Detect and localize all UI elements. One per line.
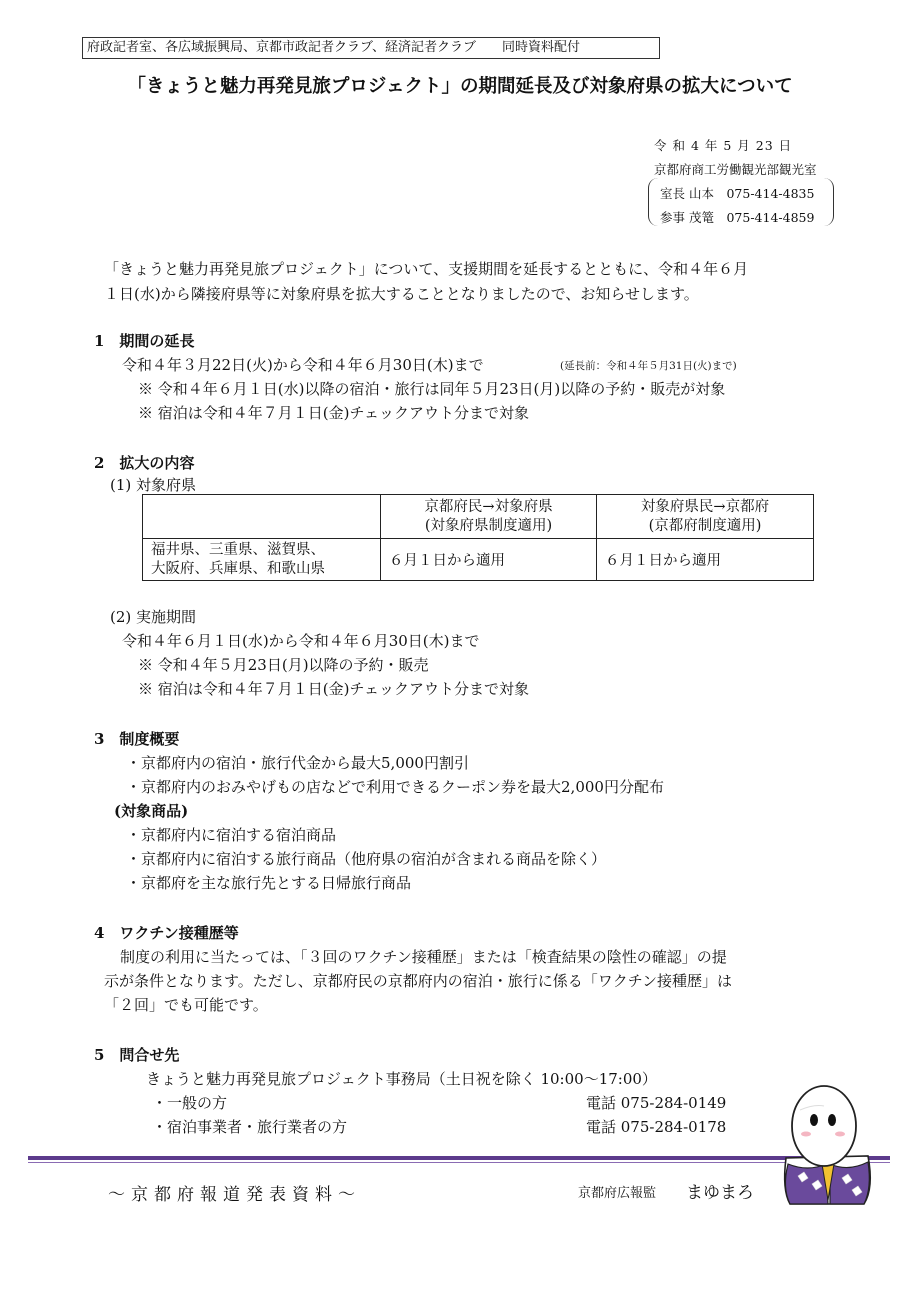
table-header-text: 京都府民→対象府県: [424, 498, 553, 515]
footer-mascot-name: まゆまろ: [686, 1183, 754, 1203]
extension-period: 令和４年３月22日(火)から令和４年６月30日(木)まで: [122, 356, 484, 374]
vaccination-text-line: 「２回」でも可能です。: [104, 996, 268, 1014]
overview-item: ・京都府内の宿泊・旅行代金から最大5,000円割引: [126, 754, 469, 772]
table-row-label: [143, 539, 381, 581]
mayumaro-mascot-illustration: [768, 1080, 888, 1210]
extension-previous-note: (延長前：令和４年５月31日(火)まで): [560, 360, 737, 372]
footer-divider-thin: [28, 1162, 890, 1163]
intro-paragraph-line: １日(水)から隣接府県等に対象府県を拡大することとなりましたので、お知らせします。: [104, 285, 699, 303]
footer-divider: [28, 1156, 890, 1160]
contact-brace-right: [823, 178, 834, 226]
implementation-note: ※ 宿泊は令和４年７月１日(金)チェックアウト分まで対象: [138, 680, 530, 698]
footer-press-release-label: ～京都府報道発表資料～: [108, 1185, 361, 1205]
page-title: 「きょうと魅力再発見旅プロジェクト」の期間延長及び対象府県の拡大について: [127, 76, 793, 97]
subsection-target-prefectures: (1) 対象府県: [110, 476, 197, 494]
extension-note: ※ 令和４年６月１日(水)以降の宿泊・旅行は同年５月23日(月)以降の予約・販売が対象: [138, 380, 726, 398]
section-heading-overview: 3 制度概要: [94, 730, 180, 748]
table-empty-header: [143, 495, 381, 539]
contact-line: 室長 山本 075-414-4835: [660, 186, 815, 201]
extension-note: ※ 宿泊は令和４年７月１日(金)チェックアウト分まで対象: [138, 404, 530, 422]
inquiry-office: きょうと魅力再発見旅プロジェクト事務局（土日祝を除く 10:00～17:00）: [146, 1070, 657, 1088]
table-header-text: 対象府県民→京都府: [640, 498, 770, 515]
table-header-residents-to-targets: [381, 495, 597, 539]
contact-brace-left: [648, 178, 659, 226]
intro-paragraph-line: 「きょうと魅力再発見旅プロジェクト」について、支援期間を延長するとともに、令和４年６月: [104, 260, 749, 278]
table-header-targets-to-kyoto: [597, 495, 814, 539]
table-cell-text: 大阪府、兵庫県、和歌山県: [151, 560, 325, 577]
vaccination-text-line: 制度の利用に当たっては、「３回のワクチン接種歴」または「検査結果の陰性の確認」の提: [120, 948, 727, 966]
table-header-text: (京都府制度適用): [648, 517, 762, 534]
target-products-heading: (対象商品): [114, 802, 189, 820]
section-heading-period-extension: 1 期間の延長: [94, 332, 195, 350]
department-name: 京都府商工労働観光部観光室: [654, 162, 817, 177]
distribution-notice: 府政記者室、各広域振興局、京都市政記者クラブ、経済記者クラブ 同時資料配付: [82, 37, 660, 59]
implementation-note: ※ 令和４年５月23日(月)以降の予約・販売: [138, 656, 429, 674]
section-heading-inquiries: 5 問合せ先: [94, 1046, 180, 1064]
contact-line: 参事 茂篭 075-414-4859: [660, 210, 815, 225]
inquiry-contact-label: ・宿泊事業者・旅行業者の方: [152, 1118, 348, 1136]
target-product-item: ・京都府内に宿泊する宿泊商品: [126, 826, 337, 844]
vaccination-text-line: 示が条件となります。ただし、京都府民の京都府内の宿泊・旅行に係る「ワクチン接種歴」は: [104, 972, 733, 990]
inquiry-contact-label: ・一般の方: [152, 1094, 228, 1112]
target-prefectures-table: [142, 494, 814, 581]
release-date: 令 和 4 年 5 月 23 日: [654, 138, 793, 153]
section-heading-expansion: 2 拡大の内容: [94, 454, 195, 472]
footer-mascot-title: 京都府広報監: [578, 1186, 657, 1201]
section-heading-vaccination: 4 ワクチン接種歴等: [94, 924, 239, 942]
inquiry-contact-phone: 電話 075-284-0178: [586, 1118, 727, 1136]
subsection-implementation-period: (2) 実施期間: [110, 608, 197, 626]
implementation-period: 令和４年６月１日(水)から令和４年６月30日(木)まで: [122, 632, 480, 650]
target-product-item: ・京都府を主な旅行先とする日帰旅行商品: [126, 874, 412, 892]
overview-item: ・京都府内のおみやげもの店などで利用できるクーポン券を最大2,000円分配布: [126, 778, 664, 796]
table-cell-text: 福井県、三重県、滋賀県、: [151, 541, 325, 558]
inquiry-contact-phone: 電話 075-284-0149: [586, 1094, 727, 1112]
table-cell: ６月１日から適用: [381, 539, 597, 581]
table-header-text: (対象府県制度適用): [424, 517, 553, 534]
target-product-item: ・京都府内に宿泊する旅行商品（他府県の宿泊が含まれる商品を除く）: [126, 850, 607, 868]
table-cell: ６月１日から適用: [597, 539, 814, 581]
